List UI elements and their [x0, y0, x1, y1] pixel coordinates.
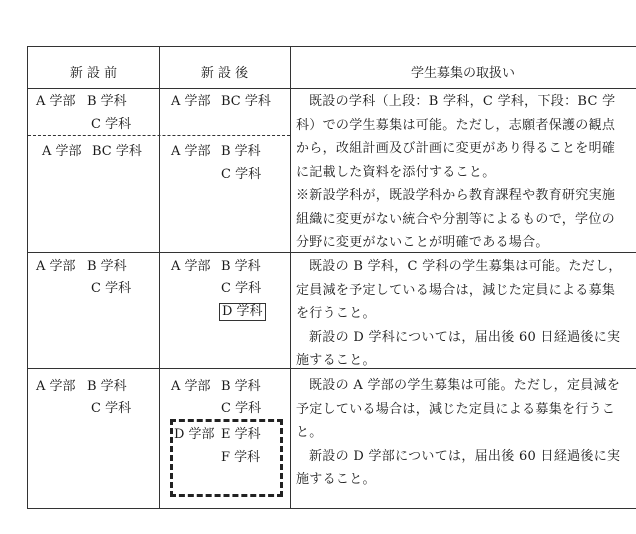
r3-new-dept-f: F 学科 — [221, 450, 261, 465]
r3-new-dept-e: E 学科 — [221, 427, 261, 442]
r1-handling-note: ※新設学科が，既設学科から教育課程や教育研究実施組織に変更がない統合や分割等によるもので，学位の分野に変更がないことが明確である場合。 — [296, 188, 616, 250]
r2-before-dept-b: B 学科 — [87, 259, 127, 274]
column-divider-2 — [290, 47, 291, 508]
header-row-divider — [28, 88, 636, 89]
r1-after-bottom-dept-b: B 学科 — [221, 144, 261, 159]
r2-before-faculty: A 学部 — [36, 259, 76, 274]
r2-handling-p1: 既設の B 学科，C 学科の学生募集は可能。ただし，定員減を予定している場合は，減じた定員による募集を行うこと。 — [296, 259, 622, 321]
r1-before-bottom-faculty: A 学部 — [42, 144, 82, 159]
column-divider-1 — [159, 47, 160, 508]
r3-before-faculty: A 学部 — [36, 379, 76, 394]
r3-handling-p1: 既設の A 学部の学生募集は可能。ただし，定員減を予定している場合は，減じた定員による募集を行うこと。 — [296, 378, 621, 440]
r1-after-top-dept: BC 学科 — [221, 94, 271, 109]
r3-before-dept-c: C 学科 — [91, 401, 132, 416]
r2-after-faculty: A 学部 — [171, 259, 211, 274]
r1-after-bottom-faculty: A 学部 — [171, 144, 211, 159]
r3-handling-p2: 新設の D 学部については，届出後 60 日経過後に実施すること。 — [296, 448, 621, 487]
r3-before-dept-b: B 学科 — [87, 379, 127, 394]
r2-after-dept-b: B 学科 — [221, 259, 261, 274]
r3-after-dept-b: B 学科 — [221, 379, 261, 394]
r2-after-dept-c: C 学科 — [221, 281, 262, 296]
header-before: 新 設 前 — [69, 66, 118, 81]
r2-handling-p2: 新設の D 学科については，届出後 60 日経過後に実施すること。 — [296, 329, 621, 368]
r1-handling-p1: 既設の学科（上段：B 学科，C 学科，下段：BC 学科）での学生募集は可能。ただし，志願者保護の観点から，改組計画及び計画に変更があり得ることを明確に記載した資料を添付すること。 — [296, 94, 616, 180]
dashed-separator — [28, 135, 290, 136]
r3-after-faculty: A 学部 — [171, 379, 211, 394]
r2-handling-text — [296, 255, 624, 373]
r3-handling-text — [296, 374, 624, 492]
header-after: 新 設 後 — [200, 66, 249, 81]
r2-new-dept-d-boxed: D 学科 — [219, 303, 266, 321]
r1-handling-text — [296, 90, 624, 255]
r1-after-bottom-dept-c: C 学科 — [221, 167, 262, 182]
r1-before-top-faculty: A 学部 — [36, 94, 76, 109]
r1-before-bottom-dept: BC 学科 — [92, 144, 142, 159]
r3-after-dept-c: C 学科 — [221, 401, 262, 416]
r1-before-top-dept-b: B 学科 — [87, 94, 127, 109]
student-recruitment-table — [27, 46, 636, 509]
r1-after-top-faculty: A 学部 — [171, 94, 211, 109]
r3-new-faculty-d: D 学部 — [174, 427, 215, 442]
r1-before-top-dept-c: C 学科 — [91, 117, 132, 132]
header-handling: 学生募集の取扱い — [410, 66, 515, 81]
r2-before-dept-c: C 学科 — [91, 281, 132, 296]
